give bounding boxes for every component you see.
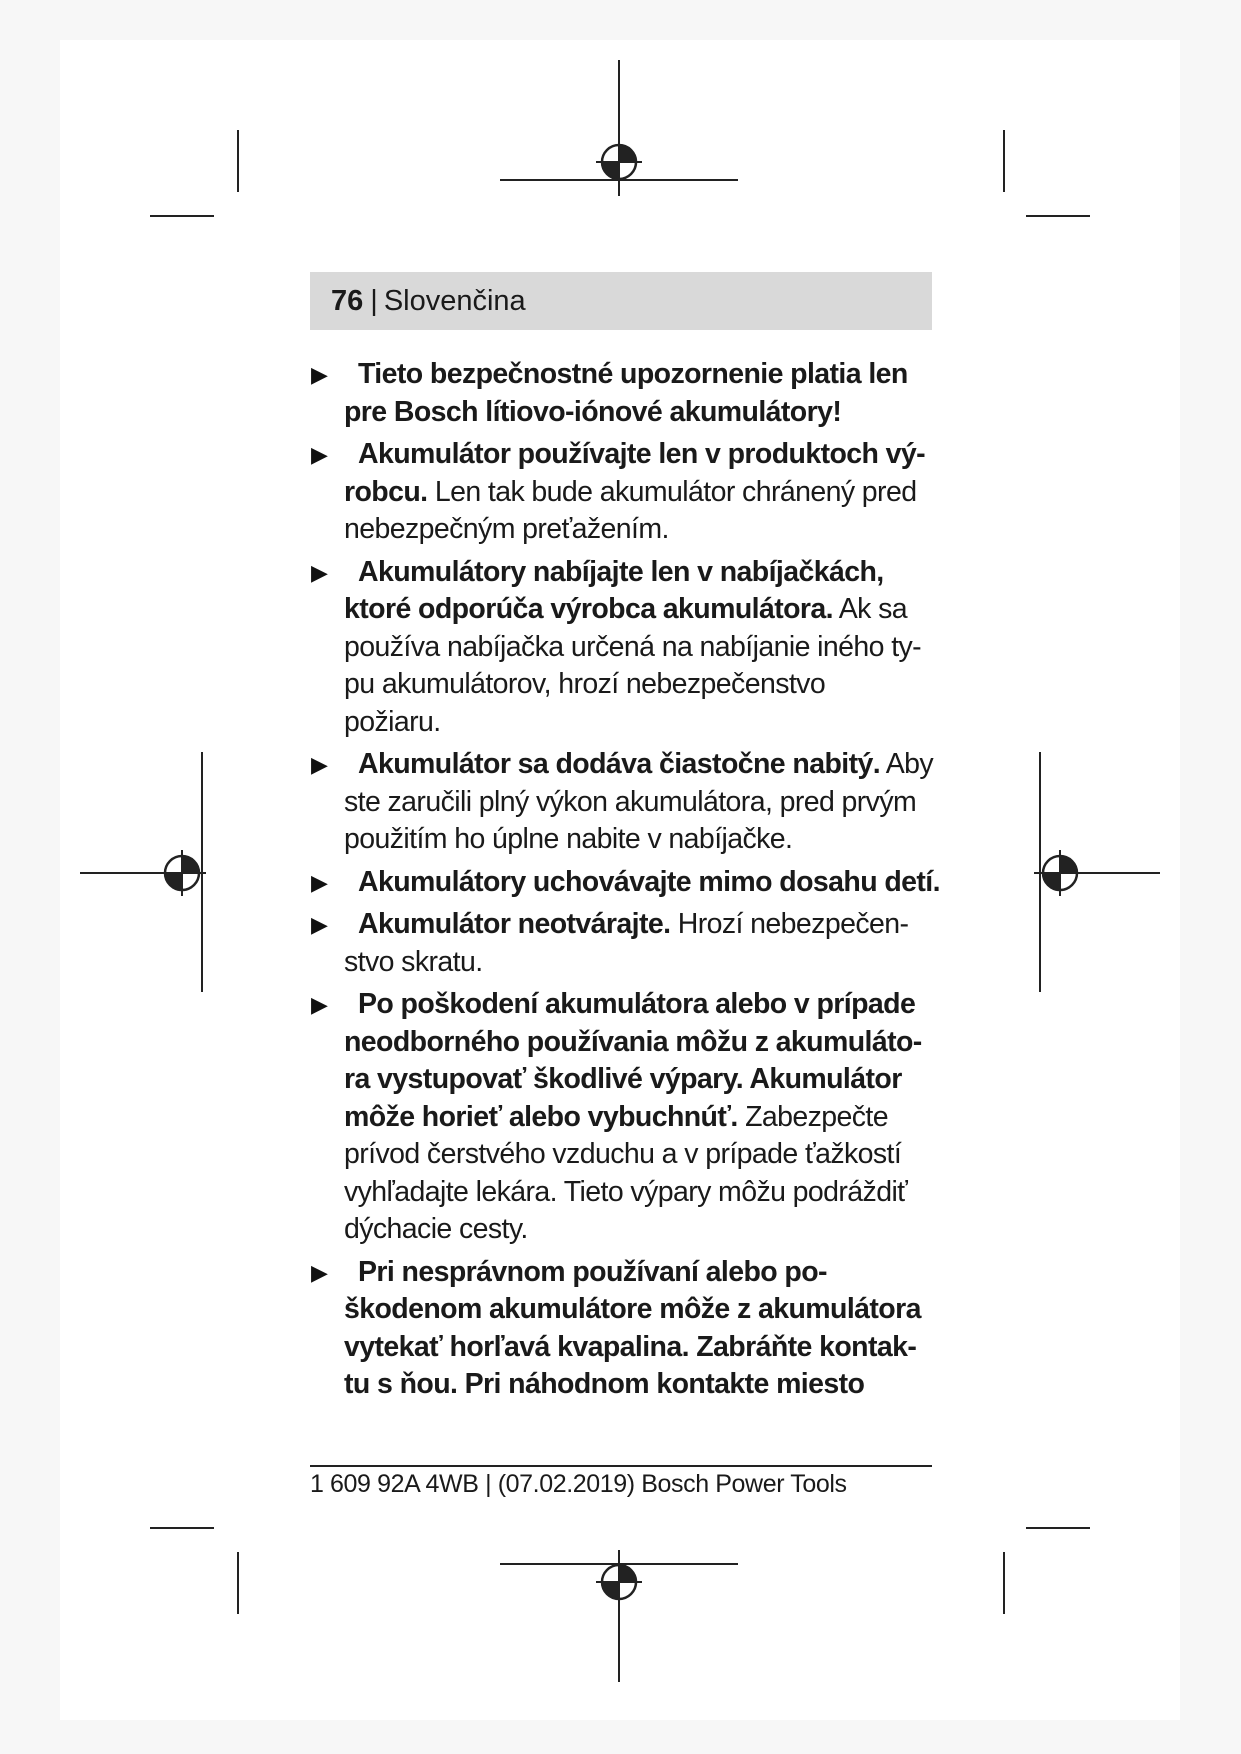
warning-plain-text: prívod čerstvého vzduchu a v prípade ťažkostí bbox=[344, 1138, 902, 1170]
footer-rule bbox=[310, 1465, 932, 1467]
warning-plain-text: dýchacie cesty. bbox=[344, 1213, 528, 1245]
warning-line bbox=[344, 746, 950, 784]
warning-bold-text: Akumulátory nabíjajte len v nabíjačkách, bbox=[358, 555, 884, 588]
warning-plain-text: stvo skratu. bbox=[344, 945, 483, 978]
warning-bold-text: tu s ňou. Pri náhodnom kontakte miesto bbox=[344, 1368, 865, 1400]
warning-bold-text: ktoré odporúča výrobca akumulátora. bbox=[344, 593, 833, 625]
warning-bold-text: Akumulátor sa dodáva čiastočne nabitý. bbox=[358, 748, 881, 780]
warning-plain-text: nebezpečným preťažením. bbox=[344, 513, 669, 545]
warning-line bbox=[344, 474, 950, 512]
registration-target-bottom-icon bbox=[596, 1559, 642, 1605]
warning-line bbox=[344, 704, 950, 742]
warning-line bbox=[344, 1174, 950, 1212]
warning-item bbox=[310, 436, 950, 549]
warning-item bbox=[310, 356, 950, 431]
warning-line bbox=[344, 864, 950, 902]
warning-line bbox=[344, 986, 950, 1024]
triangle-right-icon: ▶ bbox=[311, 442, 328, 467]
warning-bold-text: Pri nesprávnom používaní alebo po- bbox=[358, 1255, 827, 1288]
warning-line bbox=[344, 944, 950, 982]
warning-item bbox=[310, 906, 950, 981]
warning-line bbox=[344, 784, 950, 822]
triangle-right-icon: ▶ bbox=[311, 559, 328, 585]
warning-plain-text: Ak sa bbox=[832, 593, 908, 625]
warning-line bbox=[344, 1099, 950, 1137]
warning-bold-text: škodenom akumulátore môže z akumulátora bbox=[344, 1293, 921, 1325]
warning-plain-text: Zabezpečte bbox=[737, 1100, 888, 1133]
warning-line bbox=[344, 1211, 950, 1249]
warning-line bbox=[344, 1254, 950, 1292]
triangle-right-icon: ▶ bbox=[311, 362, 328, 387]
warning-bold-text: neodborného používania môžu z akumuláto- bbox=[344, 1025, 922, 1058]
warning-item bbox=[310, 864, 950, 902]
warning-item bbox=[310, 554, 950, 742]
registration-target-right-icon bbox=[1037, 850, 1083, 896]
warning-plain-text: Len tak bude akumulátor chránený pred bbox=[427, 475, 917, 508]
warning-plain-text: používa nabíjačka určená na nabíjanie iného ty- bbox=[344, 630, 922, 663]
warning-item bbox=[310, 986, 950, 1249]
triangle-right-icon: ▶ bbox=[311, 752, 328, 777]
page-header bbox=[310, 272, 932, 330]
warning-line bbox=[344, 629, 950, 667]
triangle-right-icon: ▶ bbox=[311, 1259, 328, 1285]
warning-line bbox=[344, 436, 950, 474]
warning-bold-text: Akumulátor používajte len v produktoch vý- bbox=[358, 438, 926, 470]
warning-bold-text: Tieto bezpečnostné upozornenie platia len bbox=[358, 358, 908, 390]
warning-line bbox=[344, 1329, 950, 1367]
warning-plain-text: pu akumulátorov, hrozí nebezpečenstvo bbox=[344, 668, 826, 700]
warning-bold-text: vytekať horľavá kvapalina. Zabráňte kontak- bbox=[344, 1330, 917, 1363]
warning-plain-text: Hrozí nebezpečen- bbox=[670, 908, 909, 940]
warning-line bbox=[344, 511, 950, 549]
warning-bold-text: ra vystupovať škodlivé výpary. Akumulátor bbox=[344, 1063, 902, 1095]
warning-line bbox=[344, 554, 950, 592]
triangle-right-icon: ▶ bbox=[311, 912, 328, 937]
page-footer: 1 609 92A 4WB | (07.02.2019) Bosch Power Tools bbox=[310, 1470, 847, 1498]
warning-line bbox=[344, 1366, 950, 1404]
warning-line bbox=[344, 1024, 950, 1062]
warning-line bbox=[344, 1061, 950, 1099]
warning-line bbox=[344, 1291, 950, 1329]
triangle-right-icon: ▶ bbox=[311, 992, 328, 1017]
warning-plain-text: ste zaručili plný výkon akumulátora, pred prvým bbox=[344, 785, 917, 818]
triangle-right-icon: ▶ bbox=[311, 869, 328, 895]
warning-item bbox=[310, 1254, 950, 1404]
warning-bold-text: robcu. bbox=[344, 475, 428, 508]
section-title: Slovenčina bbox=[383, 284, 526, 317]
warning-line bbox=[344, 666, 950, 704]
page-number: 76 bbox=[331, 284, 364, 317]
warning-plain-text: Aby bbox=[880, 748, 934, 780]
warning-bold-text: pre Bosch lítiovo-iónové akumulátory! bbox=[344, 395, 842, 428]
registration-target-top-icon bbox=[596, 139, 642, 185]
safety-warnings-list bbox=[310, 356, 950, 1409]
warning-line bbox=[344, 356, 950, 394]
warning-plain-text: použitím ho úplne nabite v nabíjačke. bbox=[344, 823, 793, 855]
warning-line bbox=[344, 821, 950, 859]
header-separator: | bbox=[370, 284, 378, 317]
warning-bold-text: Akumulátor neotvárajte. bbox=[358, 908, 671, 940]
warning-plain-text: požiaru. bbox=[344, 705, 441, 738]
warning-line bbox=[344, 591, 950, 629]
warning-bold-text: Po poškodení akumulátora alebo v prípade bbox=[358, 988, 916, 1020]
warning-bold-text: Akumulátory uchovávajte mimo dosahu detí. bbox=[358, 865, 940, 898]
warning-line bbox=[344, 394, 950, 432]
warning-item bbox=[310, 746, 950, 859]
warning-plain-text: vyhľadajte lekára. Tieto výpary môžu podráždiť bbox=[344, 1175, 908, 1208]
warning-bold-text: môže horieť alebo vybuchnúť. bbox=[344, 1100, 738, 1133]
warning-line bbox=[344, 906, 950, 944]
warning-line bbox=[344, 1136, 950, 1174]
registration-target-left-icon bbox=[159, 850, 205, 896]
